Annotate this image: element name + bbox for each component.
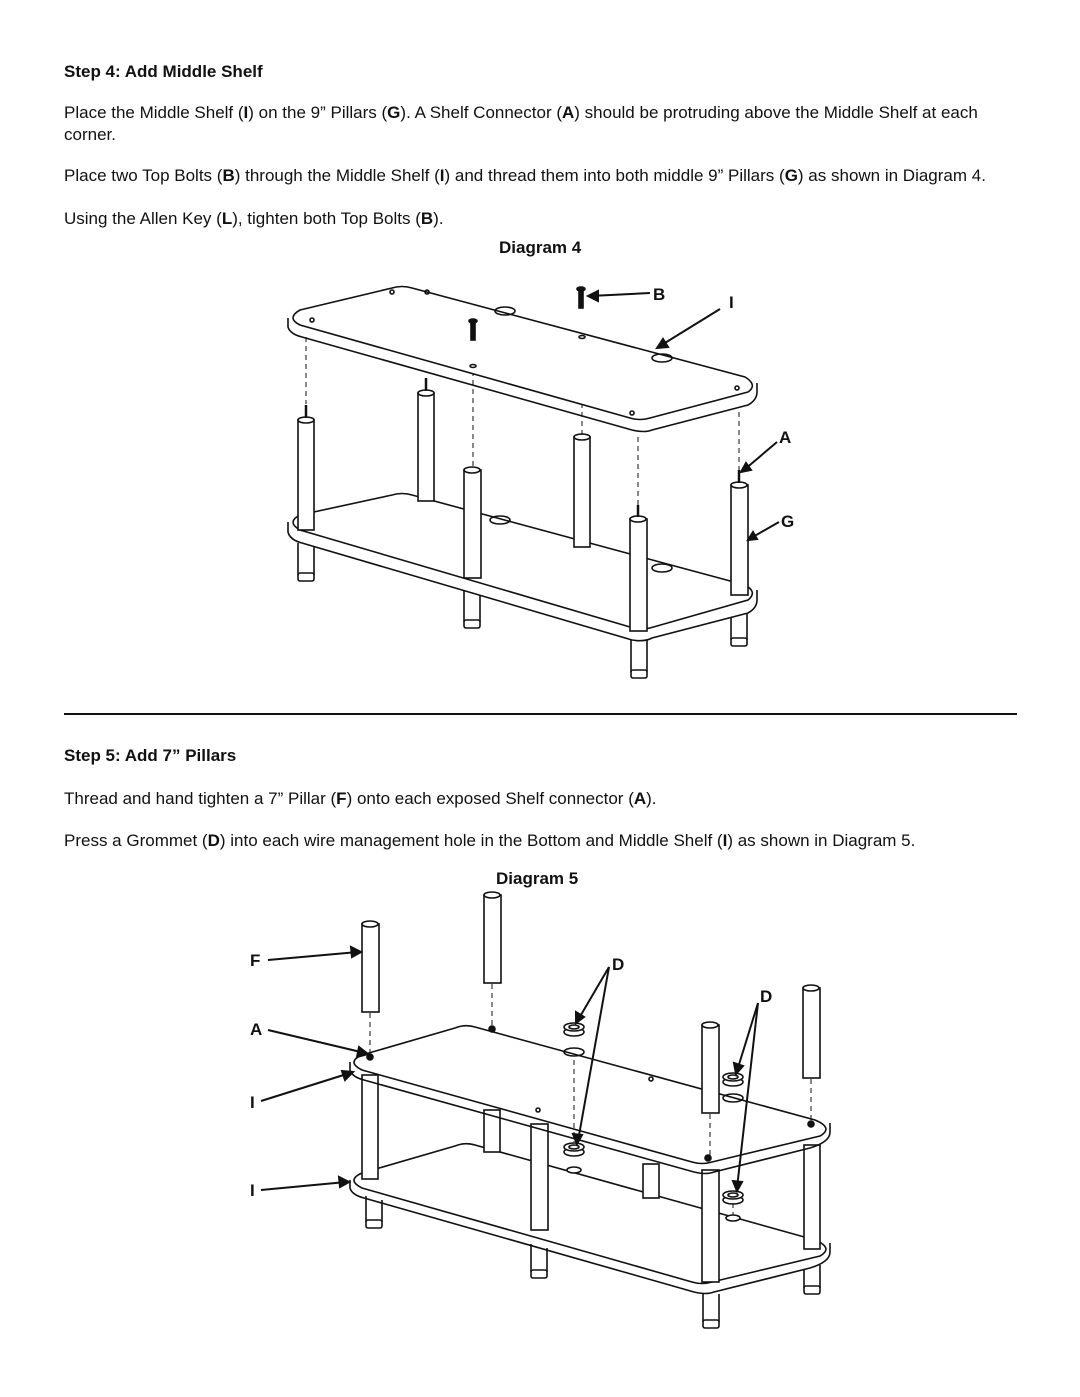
text-run: ) through the Middle Shelf ( bbox=[234, 166, 440, 185]
section-divider bbox=[64, 713, 1017, 715]
text-run: ) into each wire management hole in the Bottom and Middle Shelf ( bbox=[219, 831, 723, 850]
bold-reference: A bbox=[633, 789, 647, 808]
text-run: ) and thread them into both middle 9” Pillars ( bbox=[444, 166, 785, 185]
text-run: ) onto each exposed Shelf connector ( bbox=[346, 789, 634, 808]
bottom-shelf bbox=[288, 494, 757, 641]
text-run: ) on the 9” Pillars ( bbox=[248, 103, 388, 122]
bold-reference: I bbox=[722, 831, 728, 850]
diagram5-illustration bbox=[0, 890, 1080, 1390]
bold-reference: D bbox=[207, 831, 220, 850]
middle-shelf bbox=[288, 287, 757, 432]
step5-heading: Step 5: Add 7” Pillars bbox=[64, 746, 237, 765]
callout-f: F bbox=[250, 951, 261, 970]
text-run: ). A Shelf Connector ( bbox=[400, 103, 562, 122]
callout-b: B bbox=[653, 285, 666, 304]
callout-a-5: A bbox=[250, 1020, 263, 1039]
text-run: ) as shown in Diagram 4. bbox=[797, 166, 986, 185]
bold-reference: I bbox=[243, 103, 249, 122]
bold-reference: L bbox=[221, 209, 233, 228]
bold-reference: F bbox=[336, 789, 347, 808]
text-run: ) should be protruding above the Middle Shelf at each corner. bbox=[64, 103, 978, 144]
middle-shelf-5 bbox=[350, 1026, 830, 1174]
diagram4-callouts bbox=[588, 291, 779, 540]
text-run: ) as shown in Diagram 5. bbox=[727, 831, 916, 850]
bold-reference: B bbox=[420, 209, 434, 228]
bold-reference: G bbox=[387, 103, 401, 122]
callout-i-upper: I bbox=[250, 1093, 255, 1112]
callout-d-1: D bbox=[612, 955, 625, 974]
text-run: Place the Middle Shelf ( bbox=[64, 103, 244, 122]
text-run: Thread and hand tighten a 7” Pillar ( bbox=[64, 789, 337, 808]
step5-paragraph-2 bbox=[64, 830, 1024, 852]
callout-i: I bbox=[729, 293, 734, 312]
bold-reference: G bbox=[784, 166, 798, 185]
text-run: ). bbox=[646, 789, 657, 808]
bold-reference: B bbox=[222, 166, 235, 185]
step4-heading: Step 4: Add Middle Shelf bbox=[64, 62, 263, 81]
bold-reference: A bbox=[562, 103, 575, 122]
text-run: ). bbox=[433, 209, 444, 228]
diagram5-caption: Diagram 5 bbox=[496, 869, 579, 888]
diagram4-caption: Diagram 4 bbox=[499, 238, 582, 257]
callout-d-2: D bbox=[760, 987, 773, 1006]
callout-i-lower: I bbox=[250, 1181, 255, 1200]
callout-a: A bbox=[779, 428, 792, 447]
text-run: Press a Grommet ( bbox=[64, 831, 208, 850]
text-run: Place two Top Bolts ( bbox=[64, 166, 223, 185]
callout-g: G bbox=[781, 512, 795, 531]
bottom-shelf-5 bbox=[350, 1144, 830, 1294]
text-run: ), tighten both Top Bolts ( bbox=[232, 209, 421, 228]
step5-paragraph-1 bbox=[64, 788, 1024, 810]
text-run: Using the Allen Key ( bbox=[64, 209, 222, 228]
bold-reference: I bbox=[439, 166, 445, 185]
